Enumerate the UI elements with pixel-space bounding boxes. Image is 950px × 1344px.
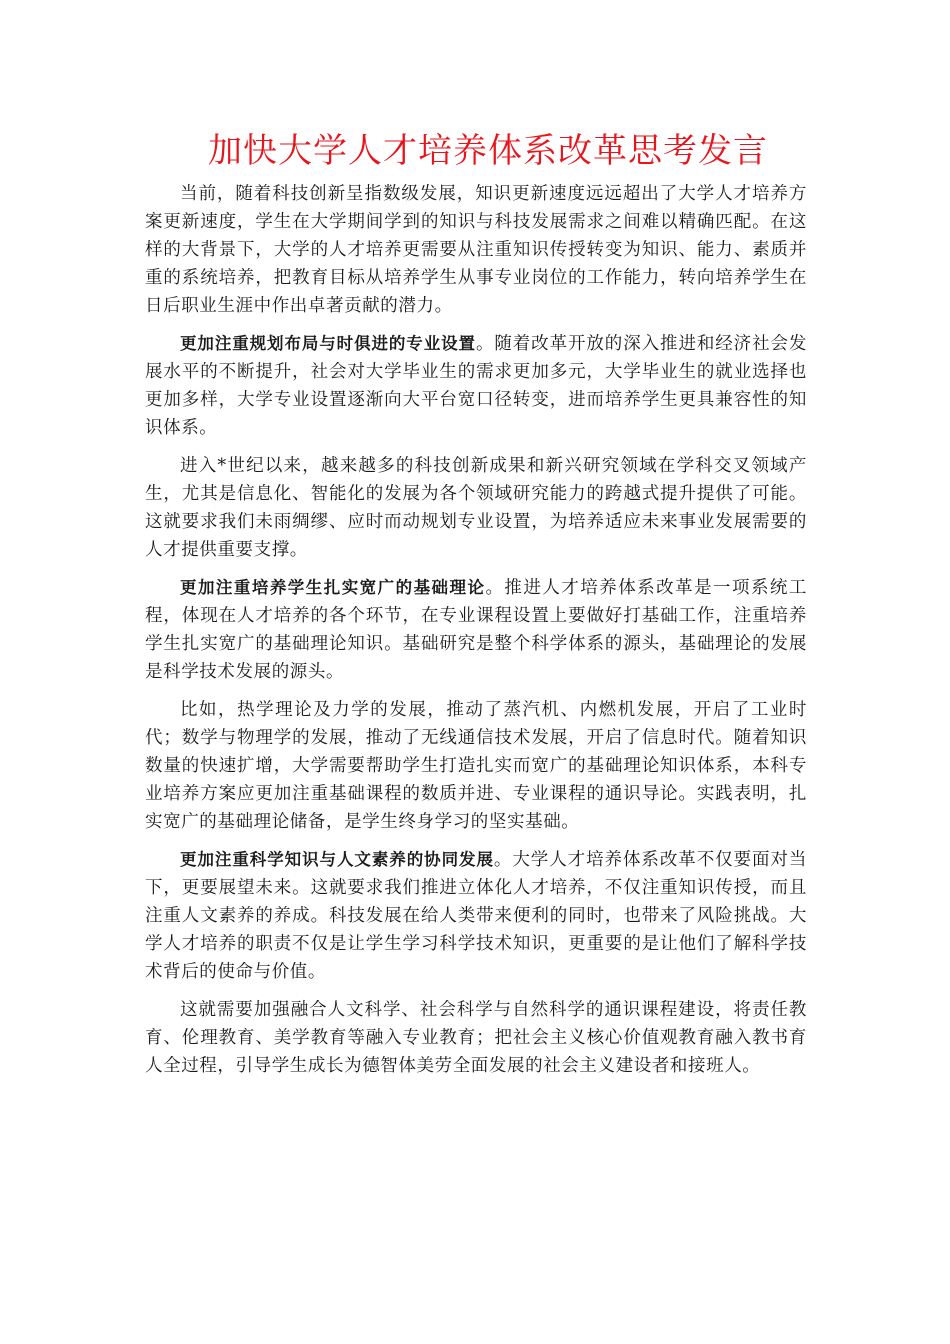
paragraph-text: 当前，随着科技创新呈指数级发展，知识更新速度远远超出了大学人才培养方案更新速度，学生在大学期间学到的知识与科技发展需求之间难以精确匹配。在这样的大背景下，大学的人才培养更需要从注重知识传授转变为知识、能力、素质并重的系统培养，把教育目标从培养学生从事专业岗位的工作能力，转向培养学生在日后职业生涯中作出卓著贡献的潜力。 [145,184,807,316]
paragraph [145,996,807,1080]
paragraph [145,696,807,836]
paragraph-heading: 更加注重规划布局与时俱进的专业设置 [180,334,476,353]
paragraph [145,452,807,564]
paragraph [145,330,807,442]
document-page [145,128,807,1090]
paragraph-text: 。推进人才培养体系改革是一项系统工程，体现在人才培养的各个环节，在专业课程设置上要做好打基础工作，注重培养学生扎实宽广的基础理论知识。基础研究是整个科学体系的源头，基础理论的发展是科学技术发展的源头。 [145,578,807,682]
paragraph-text: 这就需要加强融合人文科学、社会科学与自然科学的通识课程建设，将责任教育、伦理教育、美学教育等融入专业教育；把社会主义核心价值观教育融入教书育人全过程，引导学生成长为德智体美劳全面发展的社会主义建设者和接班人。 [145,1000,807,1076]
paragraph-text: 。大学人才培养体系改革不仅要面对当下，更要展望未来。这就要求我们推进立体化人才培养，不仅注重知识传授，而且注重人文素养的养成。科技发展在给人类带来便利的同时，也带来了风险挑战。大学人才培养的职责不仅是让学生学习科学技术知识，更重要的是让他们了解科学技术背后的使命与价值。 [145,850,807,982]
paragraph-text: 进入*世纪以来，越来越多的科技创新成果和新兴研究领域在学科交叉领域产生，尤其是信息化、智能化的发展为各个领域研究能力的跨越式提升提供了可能。这就要求我们未雨绸缪、应时而动规划专业设置，为培养适应未来事业发展需要的人才提供重要支撑。 [145,456,807,560]
paragraph [145,180,807,320]
paragraph [145,846,807,986]
paragraph-heading: 更加注重培养学生扎实宽广的基础理论 [180,578,486,597]
paragraph [145,574,807,686]
paragraph-text: 。随着改革开放的深入推进和经济社会发展水平的不断提升，社会对大学毕业生的需求更加多元，大学毕业生的就业选择也更加多样，大学专业设置逐渐向大平台宽口径转变，进而培养学生更具兼容性的知识体系。 [145,334,807,438]
document-title: 加快大学人才培养体系改革思考发言 [208,131,768,171]
paragraph-heading: 更加注重科学知识与人文素养的协同发展 [180,850,494,869]
paragraph-text: 比如，热学理论及力学的发展，推动了蒸汽机、内燃机发展，开启了工业时代；数学与物理学的发展，推动了无线通信技术发展，开启了信息时代。随着知识数量的快速扩增，大学需要帮助学生打造扎实而宽广的基础理论知识体系，本科专业培养方案应更加注重基础课程的数质并进、专业课程的通识导论。实践表明，扎实宽广的基础理论储备，是学生终身学习的坚实基础。 [145,700,807,832]
